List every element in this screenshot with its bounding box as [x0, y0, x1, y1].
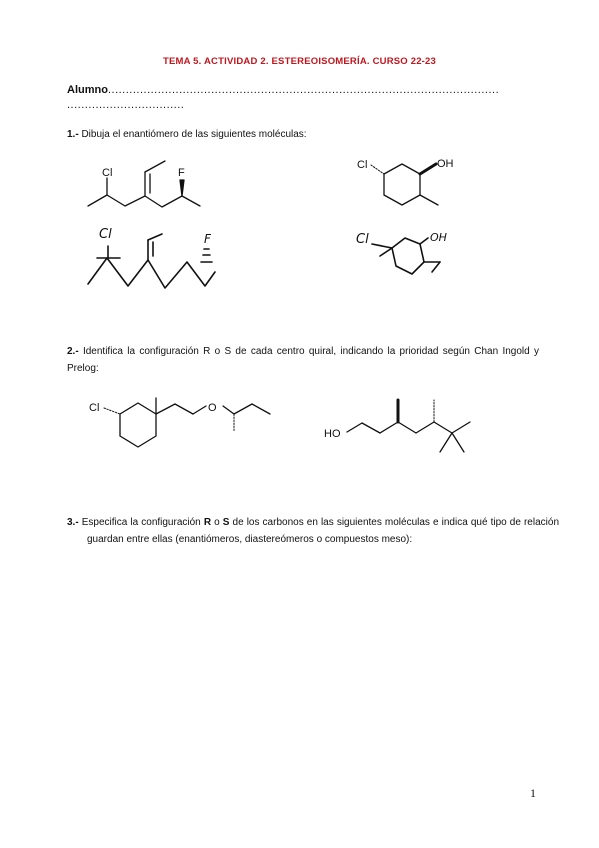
page-title: TEMA 5. ACTIVIDAD 2. ESTEREOISOMERÍA. CURSO 22-23 [162, 56, 437, 67]
page-number: 1 [530, 786, 536, 800]
atom-ho-label: HO [324, 428, 341, 440]
student-name-dots: .............................................................................................................. [107, 84, 500, 96]
handwritten-f: F [204, 232, 211, 246]
atom-f-label: F [178, 167, 185, 179]
atom-oh-label: OH [437, 158, 454, 170]
atom-cl-label: Cl [102, 167, 113, 179]
question-1-text: Dibuja el enantiómero de las siguientes moléculas: [81, 129, 307, 140]
atom-o-label: O [208, 402, 217, 414]
handwritten-cl: Cl [99, 227, 112, 242]
question-3-text-a: Especifica la configuración [81, 517, 204, 528]
question-1-number: 1.- [67, 129, 79, 140]
question-3-s: S [222, 517, 230, 528]
student-label: Alumno [67, 84, 108, 96]
question-2-text: Identifica la configuración R o S de cada centro quiral, indicando la prioridad según Chan Ingold y Prelog: [67, 346, 539, 374]
atom-cl-label-ring: Cl [357, 159, 368, 171]
question-3-number: 3.- [67, 517, 79, 528]
handwritten-oh: OH [430, 231, 447, 244]
question-3 [67, 514, 559, 548]
student-name-dots-2: ................................. [67, 99, 185, 111]
atom-cl-label-q2: Cl [89, 402, 100, 414]
question-3-r: R [203, 517, 212, 528]
question-3-text-e: de los carbonos en las siguientes moléculas e indica qué tipo de relación guardan entre ellas (enantiómeros, diastereómeros o compuestos meso): [87, 517, 560, 545]
handwritten-cl-2: Cl [356, 232, 369, 247]
question-2-number: 2.- [67, 346, 79, 357]
question-3-text-c: o [211, 517, 223, 528]
